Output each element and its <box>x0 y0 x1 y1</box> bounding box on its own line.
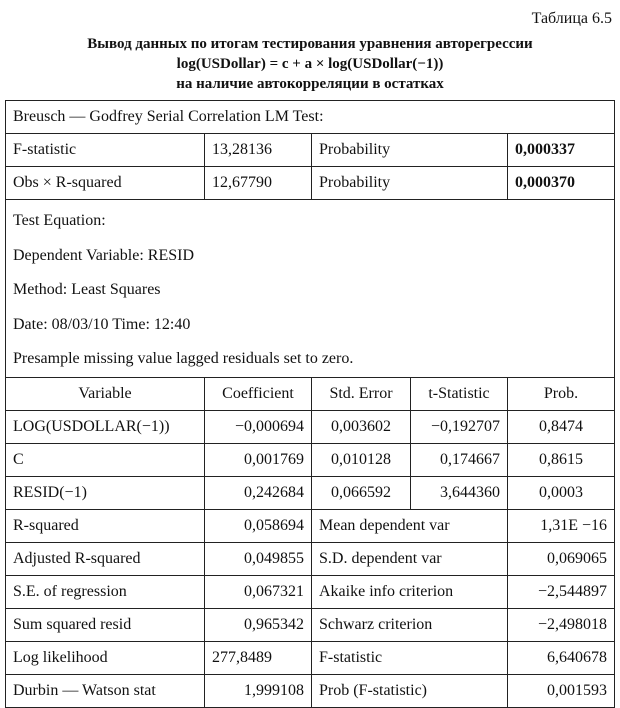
coefficient: −0,000694 <box>205 410 312 443</box>
prob-value: 0,000370 <box>508 167 615 200</box>
summary-value: 277,8489 <box>205 641 312 674</box>
table-number: Таблица 6.5 <box>531 10 612 27</box>
summary-value: 0,965342 <box>205 608 312 641</box>
test-equation: Test Equation: <box>13 212 106 229</box>
summary-label: S.D. dependent var <box>312 542 508 575</box>
stat-label: Obs × R-squared <box>6 167 205 200</box>
header-std-error: Std. Error <box>312 377 411 410</box>
coef-row <box>6 443 615 476</box>
summary-label: R-squared <box>6 509 205 542</box>
prob: 0,0003 <box>508 476 615 509</box>
caption-line-1: Вывод данных по итогам тестирования уравнения авторегрессии <box>87 36 533 52</box>
std-error: 0,066592 <box>312 476 411 509</box>
prob-label: Probability <box>312 134 508 167</box>
summary-row <box>6 575 615 608</box>
prob: 0,8615 <box>508 443 615 476</box>
test-stat-row <box>6 134 615 167</box>
summary-value: −2,544897 <box>508 575 615 608</box>
std-error: 0,003602 <box>312 410 411 443</box>
test-stat-row <box>6 167 615 200</box>
header-t-statistic: t-Statistic <box>411 377 508 410</box>
std-error: 0,010128 <box>312 443 411 476</box>
date-time: Date: 08/03/10 Time: 12:40 <box>13 315 191 333</box>
test-info-row <box>6 200 615 378</box>
summary-label: S.E. of regression <box>6 575 205 608</box>
caption-line-3: на наличие автокорреляции в остатках <box>176 76 444 92</box>
summary-value: 0,001593 <box>508 674 615 707</box>
summary-row <box>6 509 615 542</box>
header-coefficient: Coefficient <box>205 377 312 410</box>
variable-name: C <box>6 443 205 476</box>
stat-value: 12,67790 <box>205 167 312 200</box>
summary-value: −2,498018 <box>508 608 615 641</box>
summary-value: 1,31E −16 <box>508 509 615 542</box>
coef-header-row <box>6 377 615 410</box>
summary-label: Mean dependent var <box>312 509 508 542</box>
stat-value: 13,28136 <box>205 134 312 167</box>
t-statistic: 0,174667 <box>411 443 508 476</box>
presample-note: Presample missing value lagged residuals set to zero. <box>13 350 354 367</box>
method: Method: Least Squares <box>13 281 161 298</box>
header-variable: Variable <box>6 377 205 410</box>
header-prob: Prob. <box>508 377 615 410</box>
summary-label: Durbin — Watson stat <box>6 674 205 707</box>
prob-label: Probability <box>312 167 508 200</box>
regression-output-table <box>5 100 615 708</box>
summary-label: Adjusted R-squared <box>6 542 205 575</box>
summary-label: Schwarz criterion <box>312 608 508 641</box>
test-title: Breusch — Godfrey Serial Correlation LM Test: <box>6 101 615 134</box>
summary-label: Akaike info criterion <box>312 575 508 608</box>
prob: 0,8474 <box>508 410 615 443</box>
t-statistic: 3,644360 <box>411 476 508 509</box>
stat-label: F-statistic <box>6 134 205 167</box>
coefficient: 0,001769 <box>205 443 312 476</box>
summary-label: F-statistic <box>312 641 508 674</box>
summary-value: 0,058694 <box>205 509 312 542</box>
prob-value: 0,000337 <box>508 134 615 167</box>
summary-value: 0,069065 <box>508 542 615 575</box>
summary-label: Log likelihood <box>6 641 205 674</box>
summary-value: 1,999108 <box>205 674 312 707</box>
summary-label: Sum squared resid <box>6 608 205 641</box>
coef-row <box>6 410 615 443</box>
variable-name: RESID(−1) <box>6 476 205 509</box>
caption-line-2: log(USDollar) = c + a × log(USDollar(−1)) <box>176 56 444 72</box>
test-info <box>6 200 615 378</box>
summary-value: 0,049855 <box>205 542 312 575</box>
summary-row <box>6 641 615 674</box>
summary-label: Prob (F-statistic) <box>312 674 508 707</box>
variable-name: LOG(USDOLLAR(−1)) <box>6 410 205 443</box>
summary-row <box>6 542 615 575</box>
test-title-row <box>6 101 615 134</box>
summary-row <box>6 608 615 641</box>
coef-row <box>6 476 615 509</box>
dependent-variable: Dependent Variable: RESID <box>13 246 194 264</box>
summary-value: 0,067321 <box>205 575 312 608</box>
coefficient: 0,242684 <box>205 476 312 509</box>
summary-row <box>6 674 615 707</box>
summary-value: 6,640678 <box>508 641 615 674</box>
t-statistic: −0,192707 <box>411 410 508 443</box>
